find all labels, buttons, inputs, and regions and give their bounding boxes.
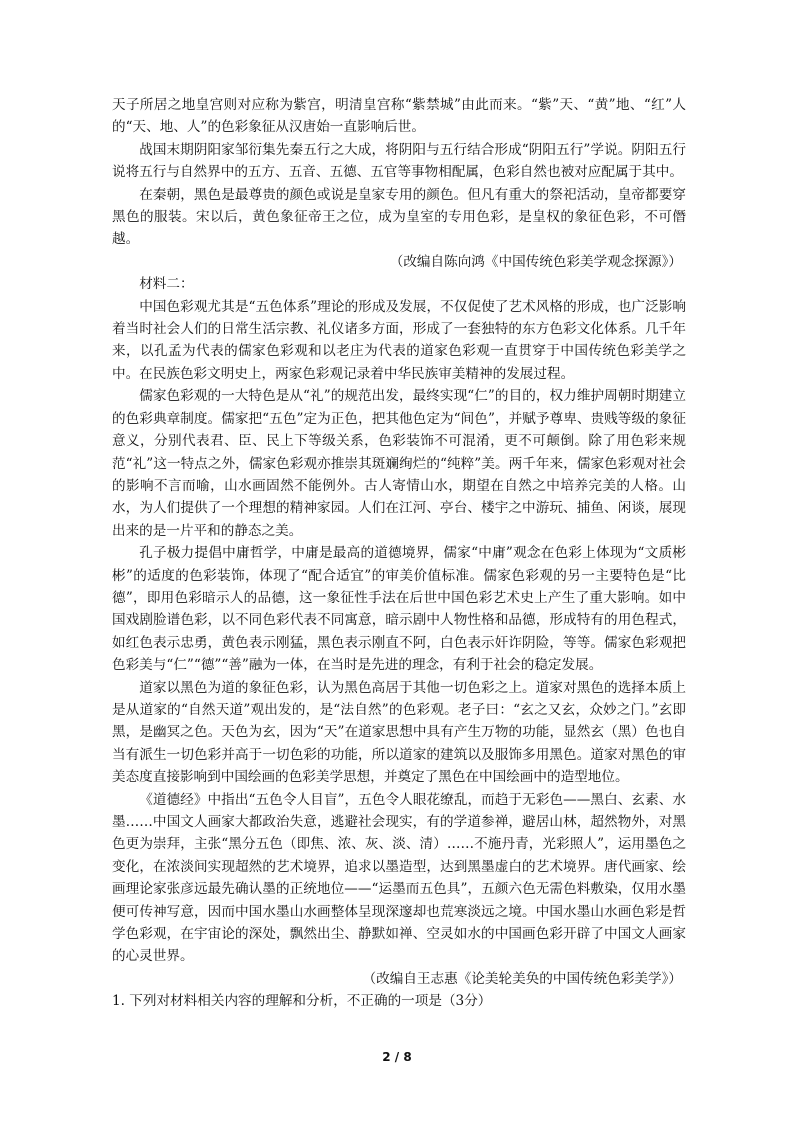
question-1: 1. 下列对材料相关内容的理解和分析，不正确的一项是（3分） bbox=[112, 993, 492, 1010]
material2-heading: 材料二： bbox=[139, 276, 194, 293]
page-number: 2 / 8 bbox=[382, 1050, 412, 1064]
material1-paragraph-3: 在秦朝，黑色是最尊贵的颜色或说是皇家专用的颜色。但凡有重大的祭祀活动，皇帝都要穿黑色的服装。宋以后，黄色象征帝王之位，成为皇室的专用色彩，是皇权的象征色彩，不可僭越。 bbox=[112, 186, 686, 248]
material2-paragraph-2: 儒家色彩观的一大特色是从“礼”的规范出发，最终实现“仁”的目的，权力维护周朝时期建立的色彩典章制度。儒家把“五色”定为正色，把其他色定为“间色”，并赋予尊卑、贵贱等级的象征意义，分别代表君、臣、民上下等级关系，色彩装饰不可混淆，更不可颠倒。除了用色彩来规范“礼”这一特点之外，儒家色彩观亦推崇其斑斓绚烂的“纯粹”美。两千年来，儒家色彩观对社会的影响不言而喻，山水画固然不能例外。古人寄情山水，期望在自然之中培养完美的人格。山水，为人们提供了一个理想的精神家园。人们在江河、亭台、楼宇之中游玩、捕鱼、闲谈，展现出来的是一片平和的静态之美。 bbox=[112, 388, 686, 539]
material1-paragraph-1: 天子所居之地皇宫则对应称为紫宫，明清皇宫称“紫禁城”由此而来。“紫”天、“黄”地、“红”人的“天、地、人”的色彩象征从汉唐始一直影响后世。 bbox=[112, 97, 686, 136]
material2-source: （改编自王志惠《论美轮美奂的中国传统色彩美学》） bbox=[362, 970, 682, 987]
material1-paragraph-2: 战国末期阴阳家邹衍集先秦五行之大成，将阴阳与五行结合形成“阴阳五行”学说。阴阳五行说将五行与自然界中的五方、五音、五德、五官等事物相配属，色彩自然也被对应配属于其中。 bbox=[112, 141, 686, 181]
material2-paragraph-4: 道家以黑色为道的象征色彩，认为黑色高居于其他一切色彩之上。道家对黑色的选择本质上是从道家的“自然天道”观出发的，是“法自然”的色彩观。老子曰：“玄之又玄，众妙之门。”玄即黑，是幽冥之色。天色为玄，因为“天”在道家思想中具有产生万物的功能，显然玄（黑）色也自当有派生一切色彩并高于一切色彩的功能，所以道家的建筑以及服饰多用黑色。道家对黑色的审美态度直接影响到中国绘画的色彩美学思想，并奠定了黑色在中国绘画中的造型地位。 bbox=[112, 679, 686, 786]
material1-source: （改编自陈向鸿《中国传统色彩美学观念探源》） bbox=[389, 253, 682, 270]
material2-paragraph-5: 《道德经》中指出“五色令人目盲”，五色令人眼花缭乱，而趋于无彩色——黑白、玄素、水墨……中国文人画家大都政治失意，逃避社会现实，有的学道参禅，避居山林，超然物外，对黑色更为崇拜，主张“黑分五色（即焦、浓、灰、淡、清）……不施丹青，光彩照人”，运用墨色之变化，在浓淡间实现超然的艺术境界，追求以墨造型，达到黑墨虚白的艺术境界。唐代画家、绘画理论家张彦远最先确认墨的正统地位——“运墨而五色具”，五颜六色无需色料敷染，仅用水墨便可传神写意，因而中国水墨山水画整体呈现深邃却也荒寒淡远之境。中国水墨山水画色彩是哲学色彩观，在宇宙论的深处，飘然出尘、静默如禅、空灵如水的中国画色彩开辟了中国文人画家的心灵世界。 bbox=[112, 791, 686, 965]
material2-paragraph-1: 中国色彩观尤其是“五色体系”理论的形成及发展，不仅促使了艺术风格的形成，也广泛影响着当时社会人们的日常生活宗教、礼仪诸多方面，形成了一套独特的东方色彩文化体系。几千年来，以孔孟为代表的儒家色彩观和以老庄为代表的道家色彩观一直贯穿于中国传统色彩美学之中。在民族色彩文明史上，两家色彩观记录着中华民族审美精神的发展过程。 bbox=[112, 298, 686, 382]
page-content bbox=[112, 94, 686, 1013]
material2-paragraph-3: 孔子极力提倡中庸哲学，中庸是最高的道德境界，儒家“中庸”观念在色彩上体现为“文质彬彬”的适度的色彩装饰，体现了“配合适宜”的审美价值标准。儒家色彩观的另一主要特色是“比德”，即用色彩暗示人的品德，这一象征性手法在后世中国色彩艺术史上产生了重大影响。如中国戏剧脸谱色彩，以不同色彩代表不同寓意，暗示剧中人物性格和品德，形成特有的用色程式，如红色表示忠勇，黄色表示刚猛，黑色表示刚直不阿，白色表示奸诈阴险，等等。儒家色彩观把色彩美与“仁”“德”“善”融为一体，在当时是先进的理念，有利于社会的稳定发展。 bbox=[112, 545, 686, 674]
